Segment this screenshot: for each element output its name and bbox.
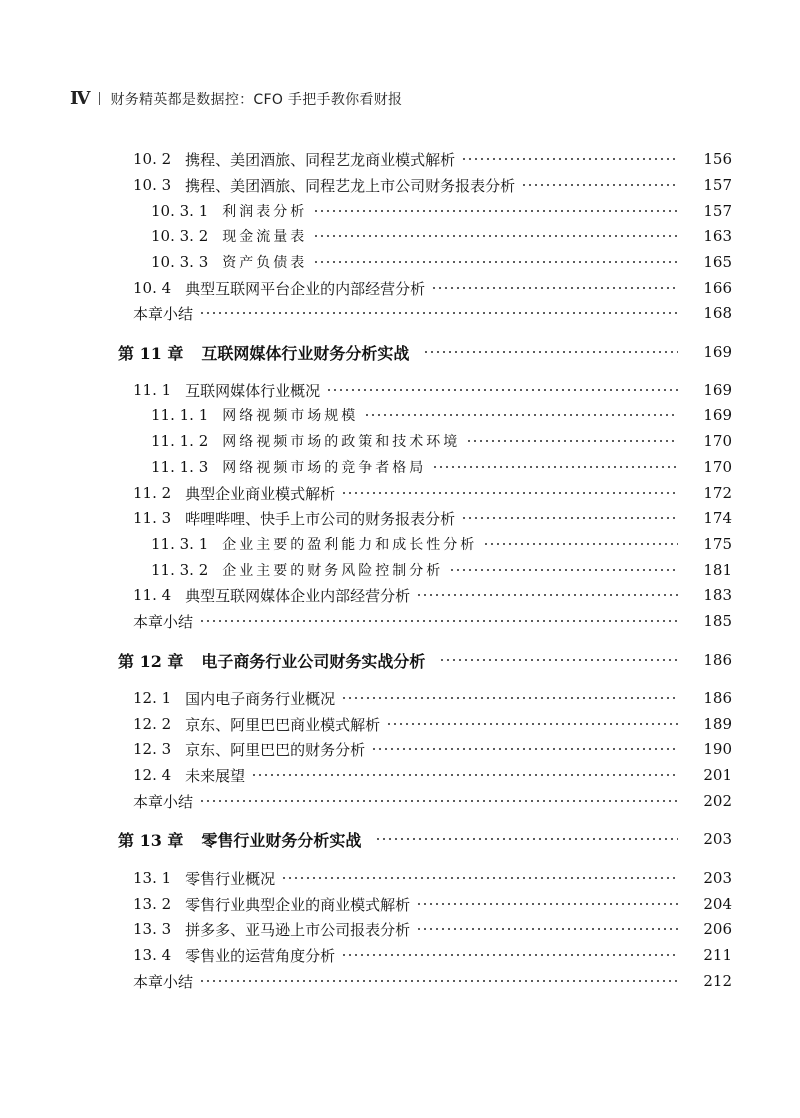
toc-page-number: 185 (703, 612, 732, 630)
toc-entry-title: 互联网媒体行业财务分析实战 (201, 343, 410, 363)
dot-leader (432, 466, 678, 468)
dot-leader (386, 723, 678, 725)
toc-entry-title: 典型企业商业模式解析 (185, 484, 336, 503)
dot-leader (483, 543, 678, 545)
toc-entry-title: 本章小结 (133, 612, 194, 631)
toc-page-number: 170 (703, 458, 732, 476)
toc-entry (0, 172, 800, 198)
toc-entry (0, 428, 800, 454)
book-title: 财务精英都是数据控：CFO 手把手教你看财报 (110, 91, 403, 108)
toc-entry-title: 网络视频市场的竞争者格局 (222, 460, 427, 476)
toc-entry-title: 本章小结 (133, 304, 194, 323)
toc-entry-title: 京东、阿里巴巴的财务分析 (185, 740, 366, 759)
toc-entry-title: 资产负债表 (222, 255, 308, 271)
dot-leader (313, 210, 678, 212)
dot-leader (371, 748, 678, 750)
toc-entry (0, 736, 800, 762)
dot-leader (449, 569, 678, 571)
toc-entry-number: 11. 2 (133, 484, 172, 502)
toc-entry-number: 10. 3. 2 (151, 227, 209, 245)
toc-entry-title: 京东、阿里巴巴商业模式解析 (185, 715, 381, 734)
toc-entry-number: 13. 4 (133, 946, 172, 964)
toc-entry (0, 942, 800, 968)
dot-leader (521, 184, 678, 186)
toc-entry (0, 531, 800, 557)
toc-chapter-entry (0, 647, 800, 673)
dot-leader (375, 838, 678, 840)
toc-entry (0, 762, 800, 788)
dot-leader (199, 980, 678, 982)
dot-leader (341, 492, 678, 494)
toc-page-number: 181 (703, 561, 732, 579)
toc-entry (0, 223, 800, 249)
toc-entry (0, 249, 800, 275)
toc-entry (0, 865, 800, 891)
toc-entry (0, 198, 800, 224)
toc-entry-title: 零售业的运营角度分析 (185, 946, 336, 965)
toc-entry-title: 网络视频市场的政策和技术环境 (222, 434, 461, 450)
toc-page-number: 190 (703, 740, 732, 758)
toc-entry-number: 11. 4 (133, 586, 172, 604)
dot-leader (416, 928, 678, 930)
toc-entry-number: 10. 4 (133, 279, 172, 297)
toc-summary-entry (0, 788, 800, 814)
toc-page-number: 212 (703, 972, 732, 990)
toc-page-number: 166 (703, 279, 732, 297)
toc-entry (0, 146, 800, 172)
toc-entry-title: 电子商务行业公司财务实战分析 (201, 651, 426, 671)
dot-leader (199, 312, 678, 314)
toc-summary-entry (0, 300, 800, 326)
toc-entry (0, 557, 800, 583)
toc-page-number: 175 (703, 535, 732, 553)
toc-entry (0, 454, 800, 480)
toc-entry (0, 891, 800, 917)
toc-chapter-entry (0, 826, 800, 852)
toc-entry-number: 11. 3 (133, 509, 172, 527)
toc-page-number: 168 (703, 304, 732, 322)
dot-leader (313, 235, 678, 237)
toc-summary-entry (0, 968, 800, 994)
dot-leader (439, 659, 678, 661)
toc-page-number: 202 (703, 792, 732, 810)
toc-entry-title: 网络视频市场规模 (222, 408, 359, 424)
toc-entry-title: 利润表分析 (222, 204, 308, 220)
toc-page-number: 201 (703, 766, 732, 784)
toc-entry (0, 685, 800, 711)
toc-entry (0, 582, 800, 608)
toc-page-number: 203 (703, 869, 732, 887)
dot-leader (431, 287, 678, 289)
toc-page-number: 170 (703, 432, 732, 450)
toc-entry-number: 10. 3 (133, 176, 172, 194)
toc-page-number: 203 (703, 830, 732, 848)
toc-page-number: 165 (703, 253, 732, 271)
toc-entry-number: 11. 1. 2 (151, 432, 209, 450)
toc-summary-entry (0, 608, 800, 634)
toc-entry-title: 典型互联网平台企业的内部经营分析 (185, 279, 426, 298)
toc-page-number: 169 (703, 381, 732, 399)
toc-entry-title: 本章小结 (133, 972, 194, 991)
toc-page-number: 183 (703, 586, 732, 604)
toc-entry (0, 505, 800, 531)
toc-entry-number: 11. 1. 3 (151, 458, 209, 476)
dot-leader (416, 594, 678, 596)
toc-entry-number: 12. 3 (133, 740, 172, 758)
toc-page-number: 186 (703, 651, 732, 669)
dot-leader (313, 261, 678, 263)
toc-entry-number: 13. 3 (133, 920, 172, 938)
dot-leader (199, 800, 678, 802)
dot-leader (423, 351, 678, 353)
toc-page-number: 157 (703, 202, 732, 220)
toc-entry-number: 第 12 章 (118, 651, 184, 671)
toc-entry-title: 未来展望 (185, 766, 246, 785)
dot-leader (281, 877, 678, 879)
page-number: Ⅳ (70, 88, 90, 109)
toc-entry (0, 377, 800, 403)
toc-page-number: 211 (703, 946, 732, 964)
toc-entry-title: 零售行业财务分析实战 (201, 830, 362, 850)
toc-entry-number: 10. 3. 1 (151, 202, 209, 220)
toc-entry-title: 国内电子商务行业概况 (185, 689, 336, 708)
toc-page-number: 156 (703, 150, 732, 168)
toc-entry-title: 现金流量表 (222, 229, 308, 245)
dot-leader (341, 954, 678, 956)
toc-page-number: 186 (703, 689, 732, 707)
toc-entry (0, 402, 800, 428)
toc-entry-title: 互联网媒体行业概况 (185, 381, 321, 400)
toc-entry-title: 携程、美团酒旅、同程艺龙上市公司财务报表分析 (185, 176, 516, 195)
toc-entry-title: 典型互联网媒体企业内部经营分析 (185, 586, 411, 605)
toc-entry-number: 13. 2 (133, 895, 172, 913)
toc-entry-title: 企业主要的盈利能力和成长性分析 (222, 537, 478, 553)
toc-entry-number: 第 13 章 (118, 830, 184, 850)
toc-entry (0, 711, 800, 737)
dot-leader (326, 389, 678, 391)
dot-leader (461, 158, 678, 160)
toc-page-number: 157 (703, 176, 732, 194)
toc-entry-title: 零售行业典型企业的商业模式解析 (185, 895, 411, 914)
toc-entry-number: 11. 3. 1 (151, 535, 209, 553)
toc-entry-number: 12. 4 (133, 766, 172, 784)
toc-entry-title: 企业主要的财务风险控制分析 (222, 563, 444, 579)
dot-leader (199, 620, 678, 622)
toc-page-number: 163 (703, 227, 732, 245)
toc-page-number: 204 (703, 895, 732, 913)
toc-entry-number: 10. 2 (133, 150, 172, 168)
toc-chapter-entry (0, 339, 800, 365)
dot-leader (341, 697, 678, 699)
dot-leader (461, 517, 678, 519)
dot-leader (251, 774, 678, 776)
toc-entry (0, 275, 800, 301)
dot-leader (466, 440, 678, 442)
toc-entry-title: 零售行业概况 (185, 869, 276, 888)
toc-entry-number: 11. 1. 1 (151, 406, 209, 424)
toc-entry-number: 10. 3. 3 (151, 253, 209, 271)
toc-page-number: 189 (703, 715, 732, 733)
toc-entry-title: 携程、美团酒旅、同程艺龙商业模式解析 (185, 150, 456, 169)
toc-entry-number: 11. 3. 2 (151, 561, 209, 579)
toc-page-number: 169 (703, 343, 732, 361)
toc-entry-title: 本章小结 (133, 792, 194, 811)
toc-entry (0, 916, 800, 942)
toc-entry-number: 11. 1 (133, 381, 172, 399)
toc-entry-title: 拼多多、亚马逊上市公司报表分析 (185, 920, 411, 939)
toc-entry-number: 第 11 章 (118, 343, 184, 363)
toc-page-number: 169 (703, 406, 732, 424)
toc-entry (0, 480, 800, 506)
toc-page-number: 172 (703, 484, 732, 502)
dot-leader (364, 414, 678, 416)
toc-entry-title: 哔哩哔哩、快手上市公司的财务报表分析 (185, 509, 456, 528)
toc-entry-number: 13. 1 (133, 869, 172, 887)
toc-entry-number: 12. 2 (133, 715, 172, 733)
toc-page-number: 206 (703, 920, 732, 938)
dot-leader (416, 903, 678, 905)
toc-entry-number: 12. 1 (133, 689, 172, 707)
toc-page-number: 174 (703, 509, 732, 527)
